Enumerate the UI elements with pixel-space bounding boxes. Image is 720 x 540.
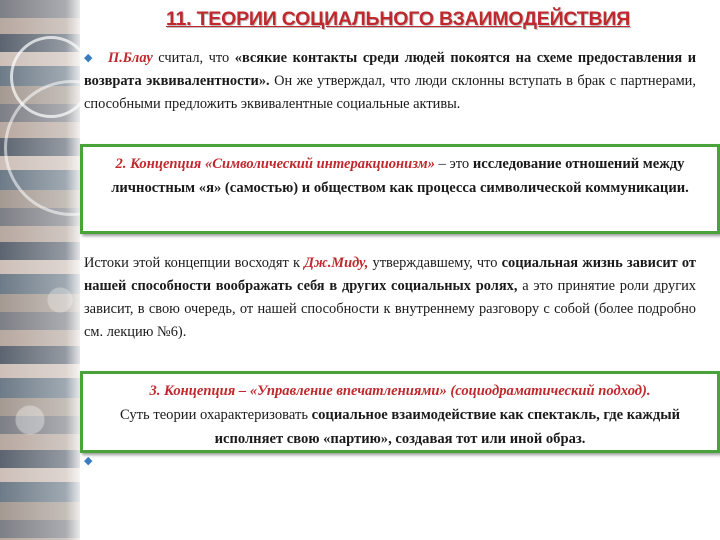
diamond-bullet-icon: ◆	[84, 455, 93, 467]
paragraph-text: считал, что	[152, 50, 235, 66]
paragraph-mead	[84, 252, 696, 344]
emphasis-text: социальная жизнь зависит от нашей способности воображать себя в других социальных ролях,	[84, 255, 696, 294]
decorative-crowd-photo	[0, 0, 82, 540]
concept-dash: – это	[434, 156, 473, 172]
concept-definition: исследование отношений между личностным «я» (самостью) и обществом как процесса символической коммуникации.	[111, 156, 689, 196]
paragraph-text: а это принятие роли других зависит, в свою очередь, от нашей способности к внутреннему разговору с собой (более подробно см. лекцию №6).	[84, 278, 696, 340]
paragraph-text: Истоки этой концепции восходят к	[84, 255, 305, 271]
concept-text: Суть теории охарактеризовать	[119, 407, 312, 423]
diamond-bullet-icon: ◆	[84, 52, 93, 64]
concept-emphasis: социальное взаимодействие как спектакль, где каждый исполняет свою «партию», создавая тот или иной образ.	[214, 407, 681, 447]
quote-text: «всякие контакты среди людей покоятся на схеме предоставления и возврата эквивалентности».	[84, 50, 696, 89]
author-name: Дж.Миду,	[304, 255, 369, 271]
decorative-ring	[10, 36, 82, 118]
slide-title: 11. ТЕОРИИ СОЦИАЛЬНОГО ВЗАИМОДЕЙСТВИЯ	[165, 8, 631, 30]
concept-box-symbolic-interactionism	[80, 144, 720, 234]
author-name: П.Блау	[108, 50, 153, 66]
paragraph-text: утверждавшему, что	[368, 255, 502, 271]
concept-heading: 2. Концепция «Символический интеракционизм»	[115, 156, 435, 172]
paragraph-blau	[84, 47, 696, 116]
decorative-ring	[4, 80, 82, 216]
slide-content	[80, 0, 720, 540]
concept-box-impression-management	[80, 371, 720, 453]
paragraph-text: Он же утверждал, что люди склонны вступать в брак с партнерами, способными предложить эквивалентные социальные активы.	[84, 73, 696, 112]
concept-heading: 3. Концепция – «Управление впечатлениями» (социодраматический подход).	[149, 383, 651, 399]
